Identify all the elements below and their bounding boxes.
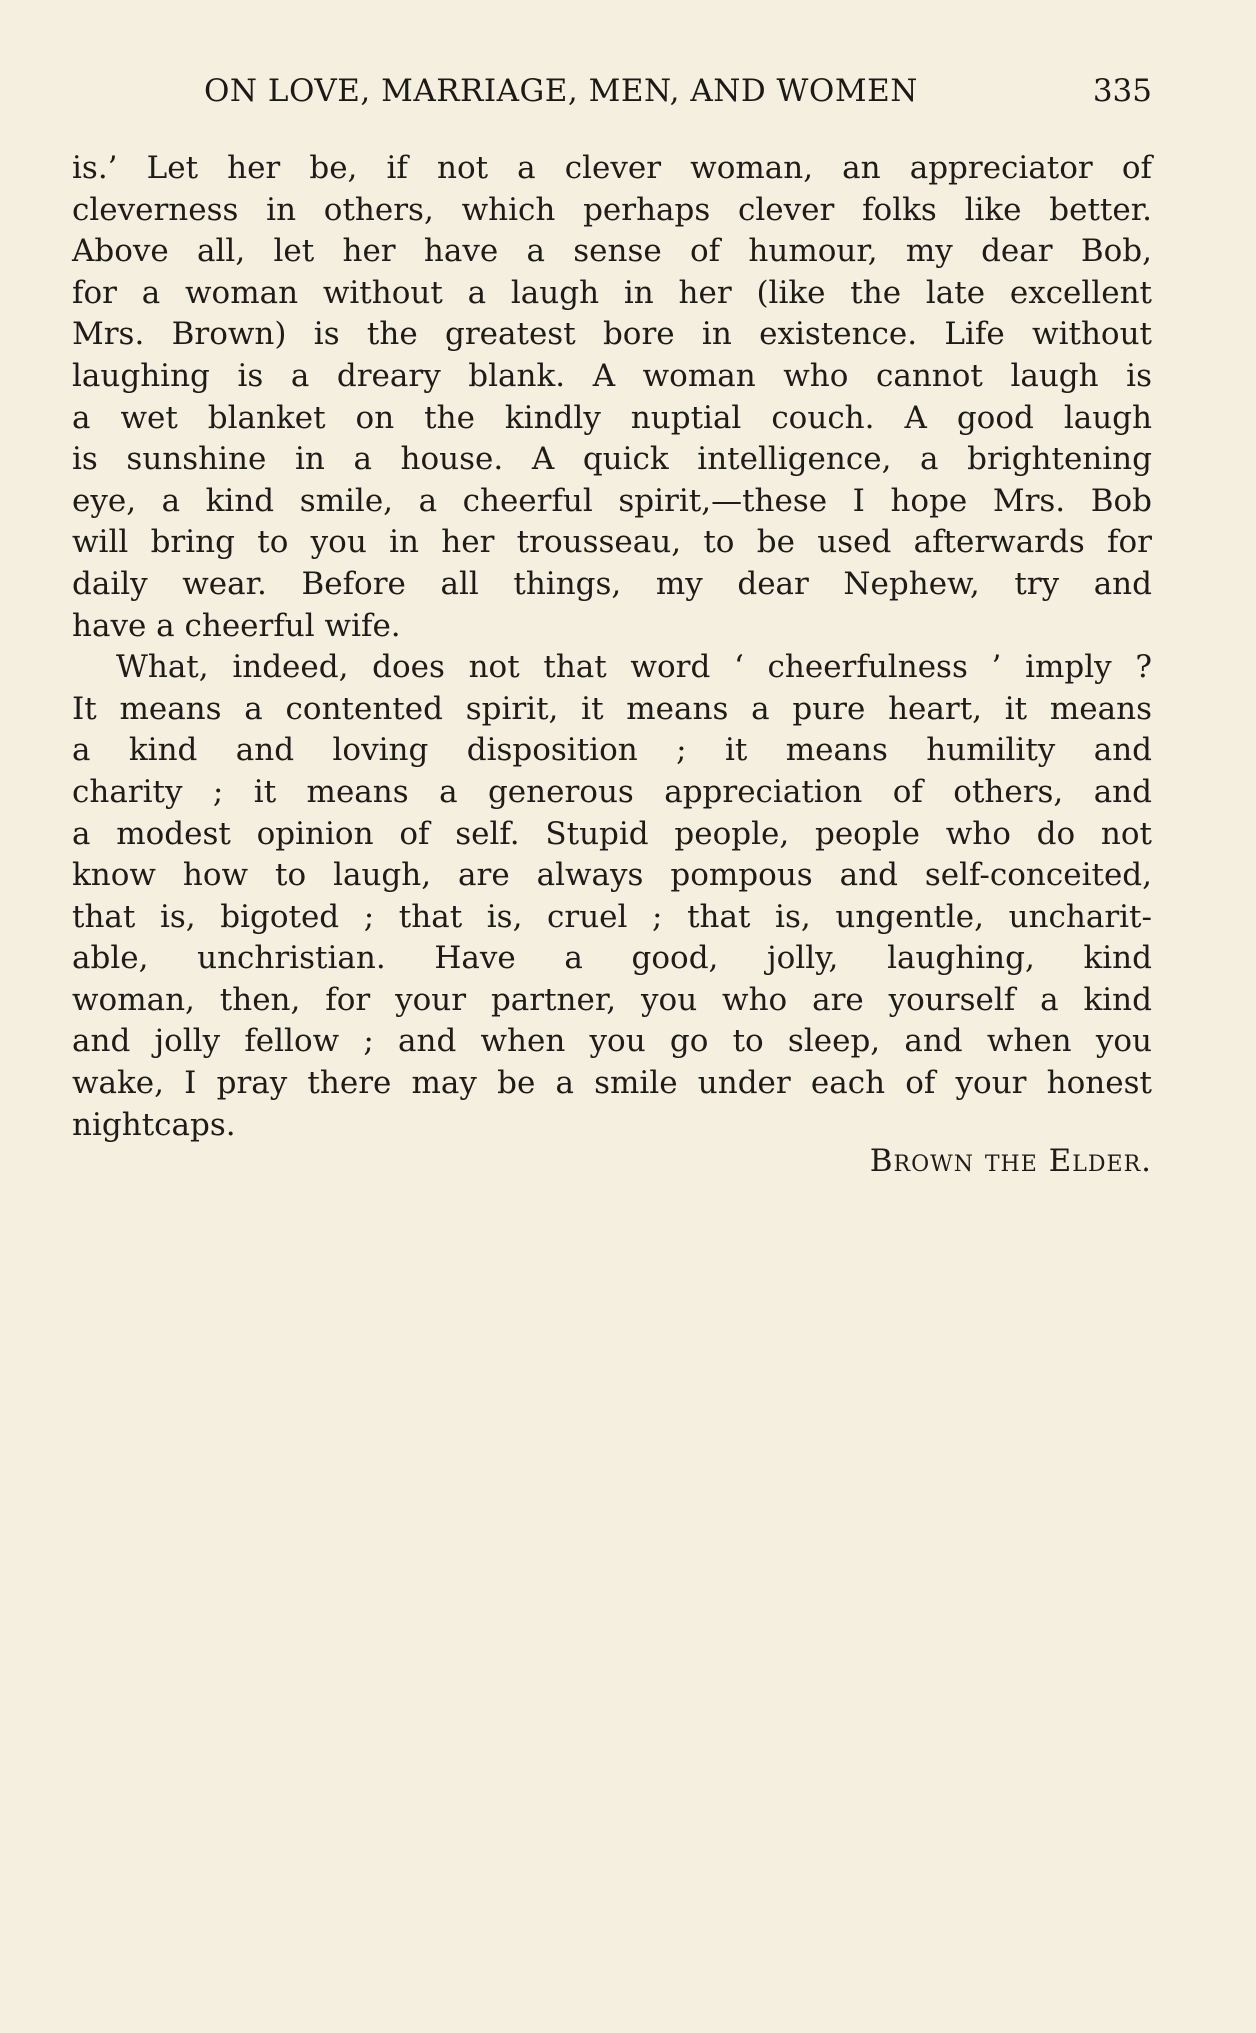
text-line: will bring to you in her trousseau, to be used afterwards for xyxy=(72,524,1152,561)
text-line: eye, a kind smile, a cheerful spirit,—these I hope Mrs. Bob xyxy=(72,482,1152,519)
text-line: a modest opinion of self. Stupid people, people who do not xyxy=(72,815,1152,852)
text-line: a wet blanket on the kindly nuptial couch. A good laugh xyxy=(72,399,1152,436)
text-line: charity ; it means a generous appreciation of others, and xyxy=(72,773,1152,810)
text-line: know how to laugh, are always pompous and self-conceited, xyxy=(72,857,1152,894)
text-line: is sunshine in a house. A quick intelligence, a brightening xyxy=(72,441,1152,478)
running-head xyxy=(72,68,1152,114)
text-line: daily wear. Before all things, my dear Nephew, try and xyxy=(72,565,1152,602)
text-line: that is, bigoted ; that is, cruel ; that is, ungentle, uncharit- xyxy=(72,898,1152,935)
signature: Brown the Elder. xyxy=(869,1143,1152,1179)
text-line: nightcaps. xyxy=(72,1106,236,1143)
paragraph-2 xyxy=(72,647,1152,1146)
text-line: wake, I pray there may be a smile under each of your honest xyxy=(72,1065,1152,1102)
text-line: cleverness in others, which perhaps clever folks like better. xyxy=(72,191,1152,228)
text-line: and jolly fellow ; and when you go to sleep, and when you xyxy=(72,1023,1152,1060)
text-line: laughing is a dreary blank. A woman who cannot laugh is xyxy=(72,357,1152,394)
running-title: ON LOVE, MARRIAGE, MEN, AND WOMEN xyxy=(204,73,918,109)
text-line: It means a contented spirit, it means a pure heart, it means xyxy=(72,690,1152,727)
text-line: able, unchristian. Have a good, jolly, laughing, kind xyxy=(72,940,1152,977)
text-line: have a cheerful wife. xyxy=(72,607,401,644)
text-line: a kind and loving disposition ; it means humility and xyxy=(72,732,1152,769)
paragraph-1 xyxy=(72,148,1152,647)
text-line: woman, then, for your partner, you who are yourself a kind xyxy=(72,981,1152,1018)
text-line: is.’ Let her be, if not a clever woman, an appreciator of xyxy=(72,150,1152,186)
text-line: Mrs. Brown) is the greatest bore in existence. Life without xyxy=(72,316,1152,353)
body-text xyxy=(72,148,1152,1146)
text-line: Above all, let her have a sense of humour, my dear Bob, xyxy=(72,233,1152,270)
page-number: 335 xyxy=(1092,73,1152,109)
text-line: What, indeed, does not that word ‘ cheerfulness ’ imply ? xyxy=(116,649,1152,686)
text-line: for a woman without a laugh in her (like the late excellent xyxy=(72,274,1152,311)
